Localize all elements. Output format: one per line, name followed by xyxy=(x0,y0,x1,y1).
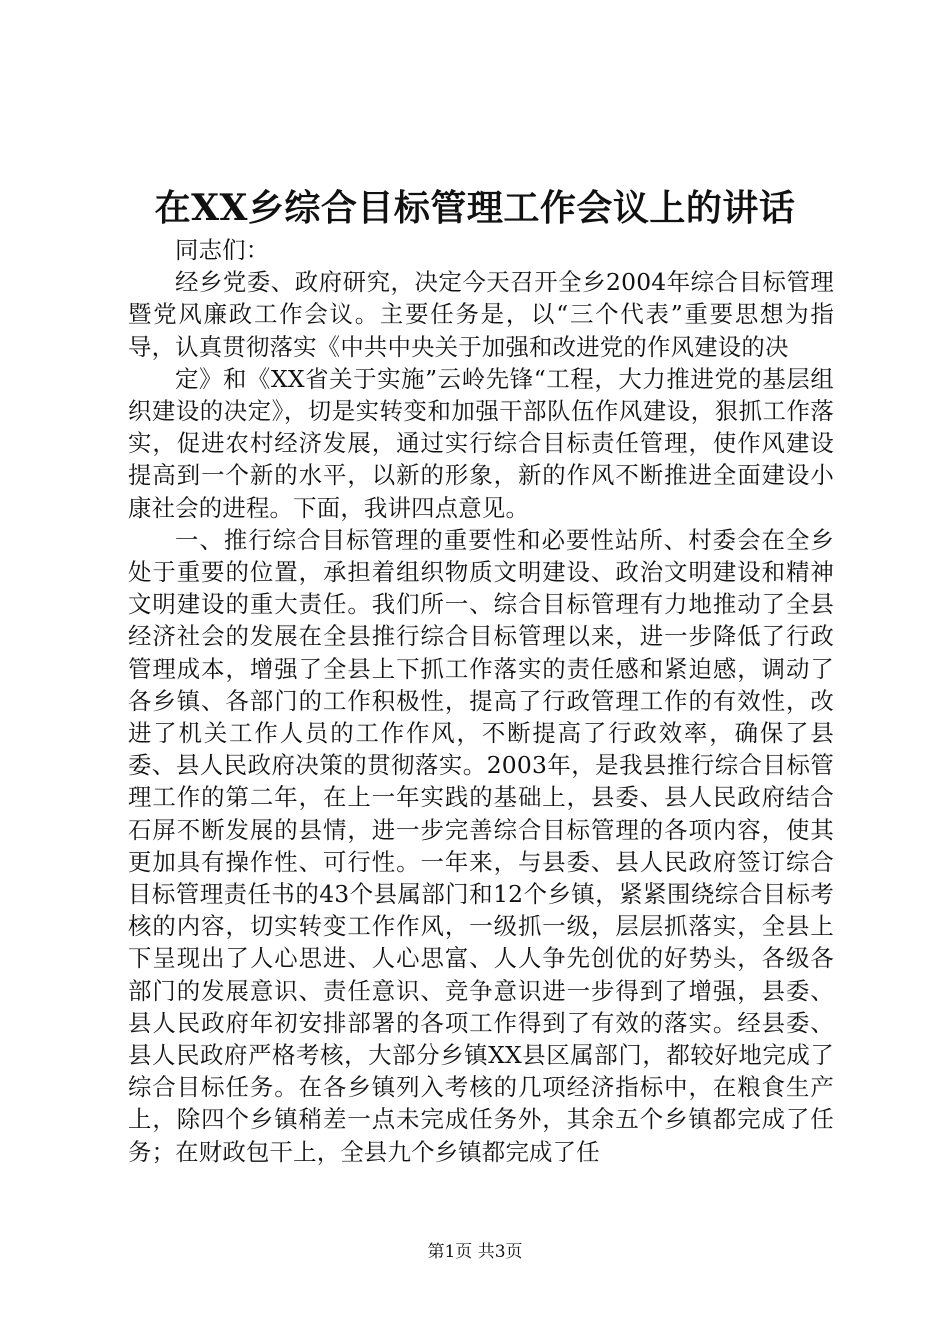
salutation: 同志们： xyxy=(175,236,270,264)
page-footer: 第1页 共3页 xyxy=(427,1242,523,1262)
document-body xyxy=(128,234,834,1168)
paragraph: 经乡党委、政府研究，决定今天召开全乡2004年综合目标管理暨党风廉政工作会议。主要任务是，以“三个代表”重要思想为指导，认真贯彻落实《中共中央关于加强和改进党的作风建设的决 xyxy=(128,268,834,361)
paragraph: 定》和《XX省关于实施”云岭先锋“工程，大力推进党的基层组织建设的决定》，切是实转变和加强干部队伍作风建设，狠抓工作落实，促进农村经济发展，通过实行综合目标责任管理，使作风建设提高到一个新的水平，以新的形象，新的作风不断推进全面建设小康社会的进程。下面，我讲四点意见。 xyxy=(128,364,834,522)
paragraph: 一、推行综合目标管理的重要性和必要性站所、村委会在全乡处于重要的位置，承担着组织物质文明建设、政治文明建设和精神文明建设的重大责任。我们所一、综合目标管理有力地推动了全县经济社会的发展在全县推行综合目标管理以来，进一步降低了行政管理成本，增强了全县上下抓工作落实的责任感和紧迫感，调动了各乡镇、各部门的工作积极性，提高了行政管理工作的有效性，改进了机关工作人员的工作作风，不断提高了行政效率，确保了县委、县人民政府决策的贯彻落实。2003年，是我县推行综合目标管理工作的第二年，在上一年实践的基础上，县委、县人民政府结合石屏不断发展的县情，进一步完善综合目标管理的各项内容，使其更加具有操作性、可行性。一年来，与县委、县人民政府签订综合目标管理责任书的43个县属部门和12个乡镇，紧紧围绕综合目标考核的内容，切实转变工作作风，一级抓一级，层层抓落实，全县上下呈现出了人心思进、人心思富、人人争先创优的好势头，各级各部门的发展意识、责任意识、竞争意识进一步得到了增强，县委、县人民政府年初安排部署的各项工作得到了有效的落实。经县委、县人民政府严格考核，大部分乡镇XX县区属部门，都较好地完成了综合目标任务。在各乡镇列入考核的几项经济指标中，在粮食生产上，除四个乡镇稍差一点未完成任务外，其余五个乡镇都完成了任务；在财政包干上，全县九个乡镇都完成了任 xyxy=(128,525,834,1166)
document-title: 在XX乡综合目标管理工作会议上的讲话 xyxy=(154,187,796,229)
